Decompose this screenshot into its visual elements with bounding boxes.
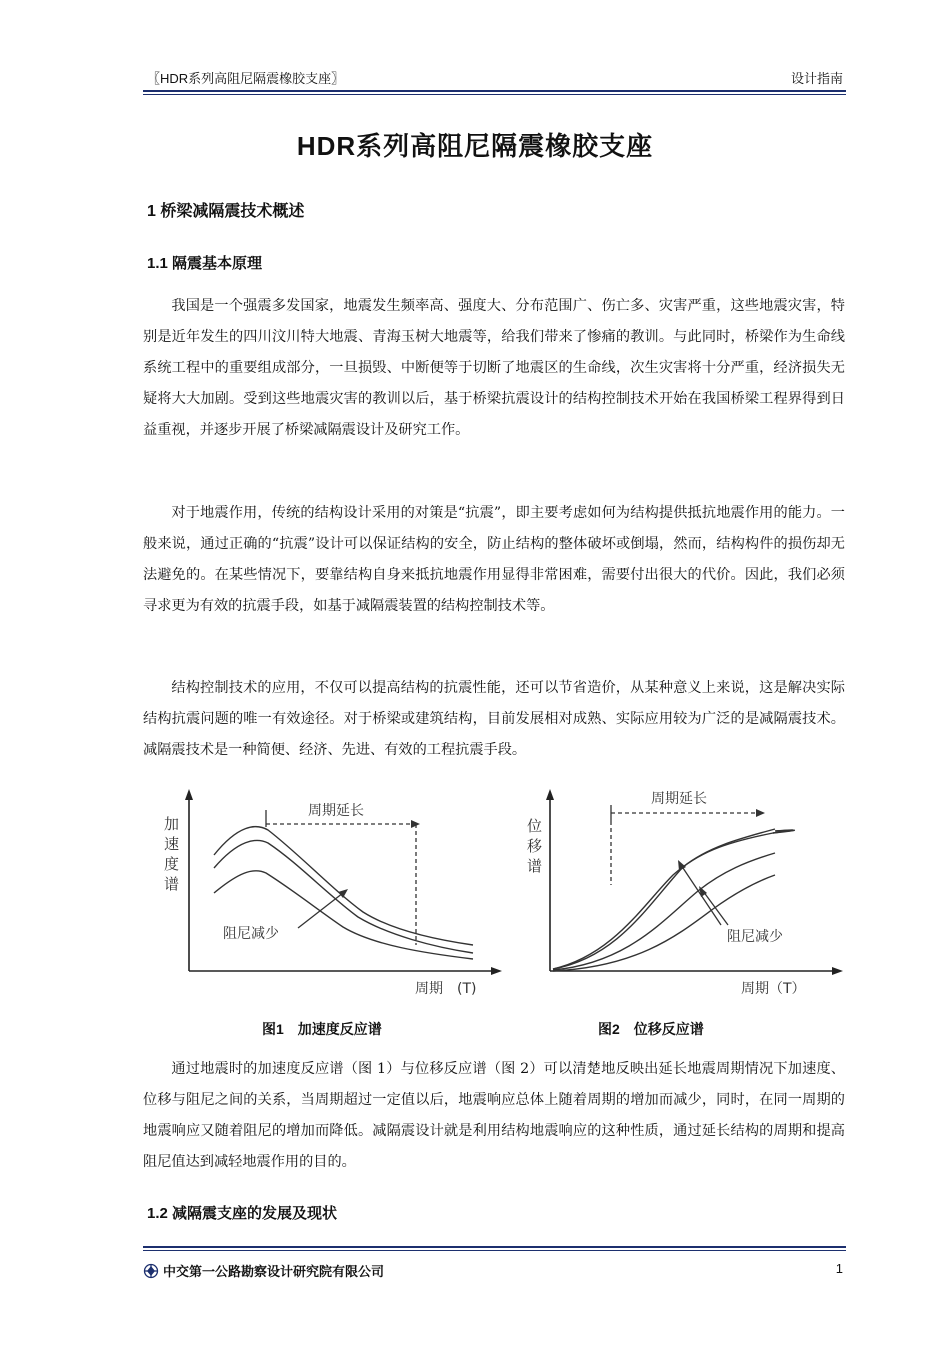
fig1-xlabel: 周期 (T) — [415, 981, 477, 997]
paragraph-3: 结构控制技术的应用，不仅可以提高结构的抗震性能，还可以节省造价，从某种意义上来说，这是解决实际结构抗震问题的唯一有效途径。对于桥梁或建筑结构，目前发展相对成熟、实际应用较为广泛的是减隔震技术。减隔震技术是一种简便、经济、先进、有效的工程抗震手段。 — [143, 680, 845, 758]
fig2-curve-low-damping — [553, 830, 792, 969]
footer-rule — [143, 1246, 846, 1248]
fig2-curve-top — [553, 829, 775, 969]
header-rule — [143, 90, 846, 92]
fig2-xlabel: 周期（T） — [741, 981, 806, 997]
header-doc-title: 〖HDR系列高阻尼隔震橡胶支座〗 — [147, 71, 345, 86]
fig2-curve-mid — [553, 853, 775, 970]
figure1-caption: 图1 加速度反应谱 — [262, 1021, 382, 1037]
page-number: 1 — [835, 1261, 843, 1276]
fig1-ylabel-char: 谱 — [164, 875, 180, 893]
fig2-curve-low-damping-tail — [773, 830, 794, 833]
fig1-ylabel-char: 度 — [164, 855, 180, 873]
company-logo-icon — [143, 1263, 159, 1279]
fig1-damping-arrow — [298, 889, 348, 928]
fig2-ylabel — [527, 817, 542, 875]
header-section-label: 设计指南 — [790, 71, 843, 86]
fig1-damping-label: 阻尼减少 — [223, 926, 279, 942]
section-heading-1: 1 桥梁减隔震技术概述 — [147, 203, 305, 220]
figure-displacement-spectrum — [523, 785, 848, 1005]
figure2-caption: 图2 位移反应谱 — [598, 1021, 704, 1037]
figure-acceleration-spectrum — [158, 785, 503, 1005]
footer-company-name: 中交第一公路勘察设计研究院有限公司 — [163, 1264, 385, 1279]
fig2-ylabel-char: 移 — [527, 837, 543, 855]
header-rule-thin — [143, 94, 846, 95]
page-title: HDR系列高阻尼隔震橡胶支座 — [296, 131, 654, 161]
fig2-ylabel-char: 谱 — [527, 857, 543, 875]
section-heading-1-1: 1.1 隔震基本原理 — [147, 255, 263, 272]
fig2-damping-arrows — [678, 860, 728, 925]
paragraph-2: 对于地震作用，传统的结构设计采用的对策是“抗震”，即主要考虑如何为结构提供抵抗地震作用的能力。一般来说，通过正确的“抗震”设计可以保证结构的安全，防止结构的整体破坏或倒塌，然而，结构构件的损伤却无法避免的。在某些情况下，要靠结构自身来抵抗地震作用显得非常困难，需要付出很大的代价。因此，我们必须寻求更为有效的抗震手段，如基于减隔震装置的结构控制技术等。 — [143, 505, 845, 614]
fig2-period-extend-label: 周期延长 — [651, 791, 707, 807]
footer-rule-thin — [143, 1250, 846, 1251]
footer-company — [143, 1261, 384, 1280]
paragraph-4: 通过地震时的加速度反应谱（图 1）与位移反应谱（图 2）可以清楚地反映出延长地震周期情况下加速度、位移与阻尼之间的关系，当周期超过一定值以后，地震响应总体上随着周期的增加而减少，同时，在同一周期的地震响应又随着阻尼的增加而降低。减隔震设计就是利用结构地震响应的这种性质，通过延长结构的周期和提高阻尼值达到减轻地震作用的目的。 — [143, 1061, 845, 1170]
fig1-period-extend-label: 周期延长 — [308, 803, 364, 819]
section-heading-1-2: 1.2 减隔震支座的发展及现状 — [147, 1205, 338, 1222]
fig2-period-extension-marker — [611, 805, 765, 885]
fig1-period-extension-marker — [266, 810, 420, 945]
paragraph-1: 我国是一个强震多发国家，地震发生频率高、强度大、分布范围广、伤亡多、灾害严重，这些地震灾害，特别是近年发生的四川汶川特大地震、青海玉树大地震等，给我们带来了惨痛的教训。与此同时，桥梁作为生命线系统工程中的重要组成部分，一旦损毁、中断便等于切断了地震区的生命线，次生灾害将十分严重，经济损失无疑将大大加剧。受到这些地震灾害的教训以后，基于桥梁抗震设计的结构控制技术开始在我国桥梁工程界得到日益重视，并逐步开展了桥梁减隔震设计及研究工作。 — [143, 298, 845, 438]
fig2-axes — [546, 789, 843, 975]
fig2-damping-label: 阻尼减少 — [727, 929, 783, 945]
fig1-ylabel-char: 速 — [164, 835, 180, 853]
fig1-ylabel-char: 加 — [164, 815, 180, 833]
fig1-ylabel — [164, 815, 179, 893]
fig2-ylabel-char: 位 — [527, 817, 543, 835]
